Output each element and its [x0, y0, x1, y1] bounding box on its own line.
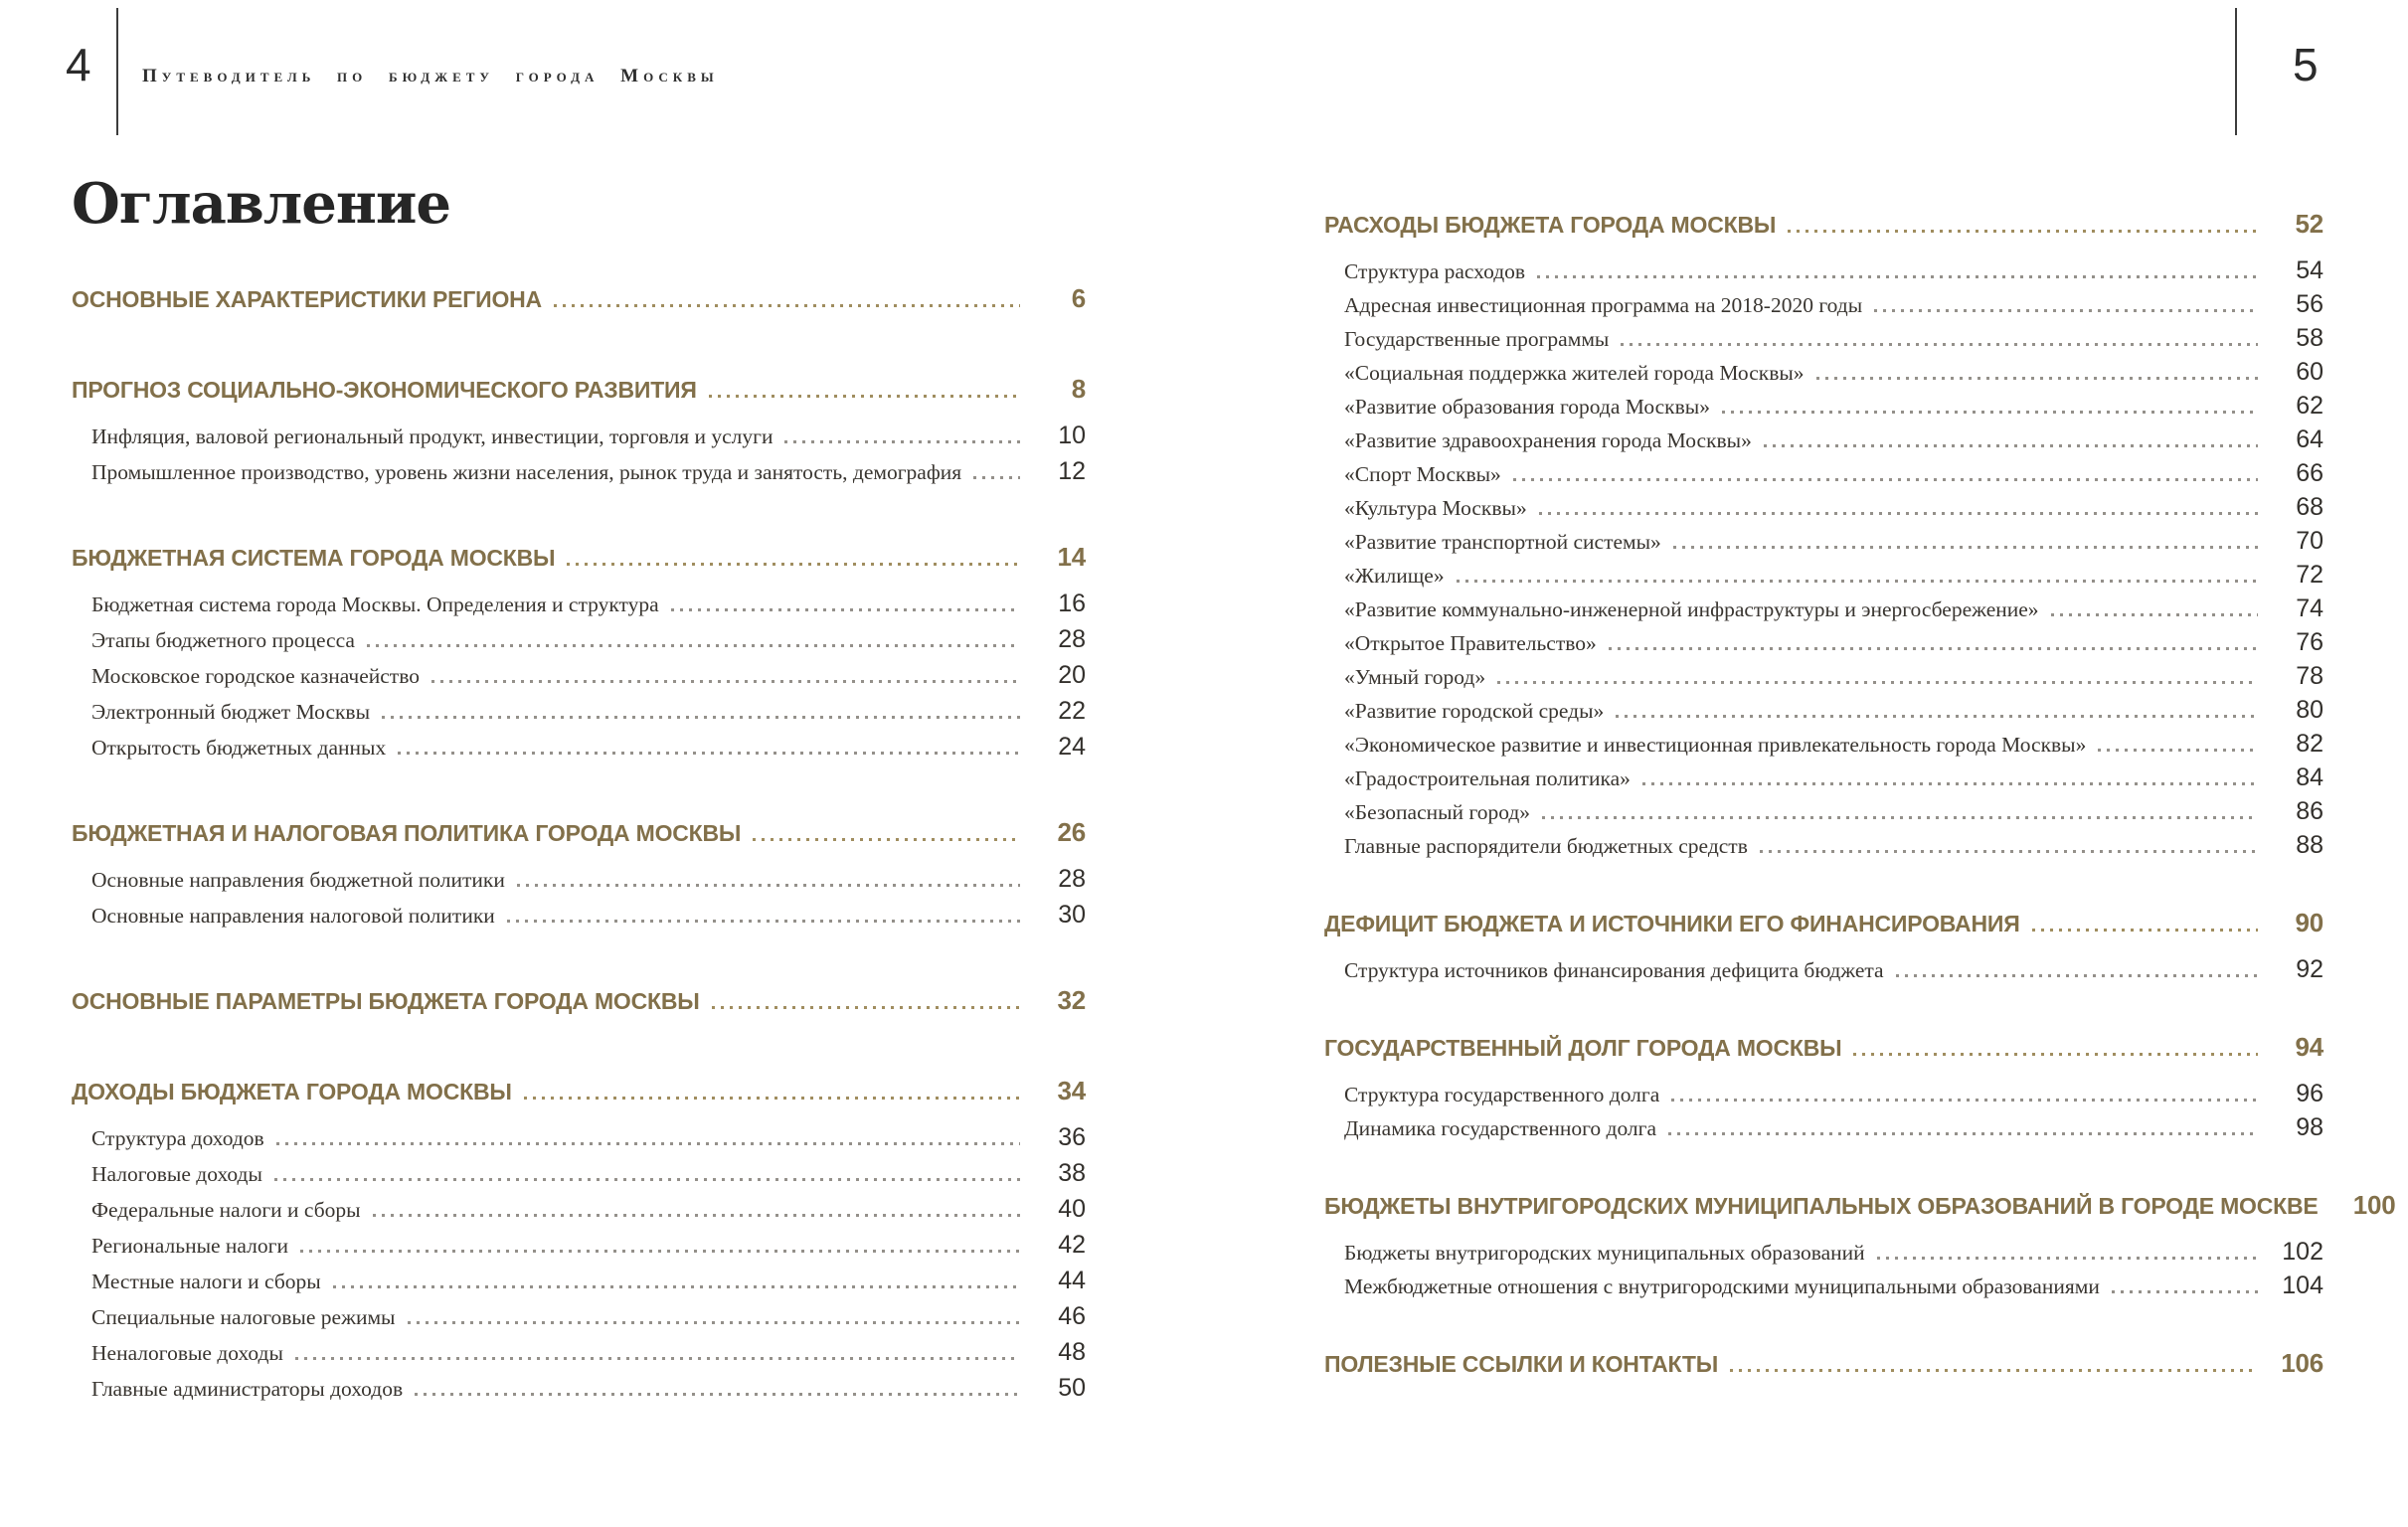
- toc-entry-page-number: 100: [2352, 1190, 2396, 1220]
- toc-entry-label: Структура государственного долга: [1344, 1083, 1660, 1106]
- toc-item-row: [1324, 529, 2323, 554]
- toc-entry-label: Государственные программы: [1344, 327, 1610, 351]
- dot-leader: [1642, 782, 2258, 785]
- toc-entry-label: Открытость бюджетных данных: [91, 736, 387, 760]
- toc-entry-page-number: 58: [2296, 324, 2323, 352]
- dot-leader: [2032, 929, 2258, 932]
- dot-leader: [367, 644, 1020, 647]
- toc-entry-page-number: 12: [1058, 457, 1086, 485]
- toc-item-row: [1324, 1273, 2323, 1298]
- toc-entry-label: «Жилище»: [1344, 564, 1445, 588]
- toc-item-row: [1324, 833, 2323, 858]
- dot-leader: [1609, 647, 2258, 650]
- toc-entry-page-number: 94: [2295, 1032, 2323, 1062]
- toc-entry-label: ГОСУДАРСТВЕННЫЙ ДОЛГ ГОРОДА МОСКВЫ: [1324, 1035, 1842, 1061]
- dot-leader: [1621, 343, 2258, 346]
- toc-entry-label: БЮДЖЕТНАЯ И НАЛОГОВАЯ ПОЛИТИКА ГОРОДА МОСКВЫ: [72, 820, 742, 846]
- toc-item-row: [1324, 326, 2323, 351]
- toc-entry-page-number: 86: [2296, 797, 2323, 825]
- dot-leader: [1877, 1257, 2258, 1260]
- dot-leader: [1874, 309, 2258, 312]
- toc-entry-label: Главные администраторы доходов: [91, 1377, 404, 1401]
- toc-entry-label: «Градостроительная политика»: [1344, 766, 1631, 790]
- dot-leader: [1542, 816, 2258, 819]
- toc-entry-page-number: 48: [1058, 1338, 1086, 1366]
- dot-leader: [373, 1214, 1020, 1217]
- toc-item-row: [72, 1376, 1086, 1401]
- toc-entry-page-number: 30: [1058, 901, 1086, 929]
- toc-entry-label: Инфляция, валовой региональный продукт, инвестиции, торговля и услуги: [91, 424, 774, 448]
- toc-entry-page-number: 106: [2281, 1348, 2323, 1378]
- toc-entry-label: Федеральные налоги и сборы: [91, 1198, 361, 1222]
- toc-entry-label: Этапы бюджетного процесса: [91, 628, 355, 652]
- toc-item-row: [1324, 698, 2323, 723]
- toc-entry-page-number: 26: [1057, 817, 1086, 847]
- page-right-toc-column: [1324, 209, 2396, 1378]
- toc-item-row: [1324, 630, 2323, 655]
- dot-leader: [382, 716, 1020, 719]
- dot-leader: [276, 1142, 1020, 1145]
- toc-entry-page-number: 28: [1058, 865, 1086, 893]
- toc-entry-page-number: 82: [2296, 730, 2323, 758]
- toc-item-row: [1324, 765, 2323, 790]
- dot-leader: [408, 1321, 1020, 1324]
- toc-entry-label: Бюджеты внутригородских муниципальных образований: [1344, 1241, 1865, 1265]
- toc-entry-label: «Развитие здравоохранения города Москвы»: [1344, 428, 1752, 452]
- dot-leader: [1671, 1099, 2258, 1102]
- toc-entries-right: [1324, 209, 2396, 1378]
- toc-entry-page-number: 96: [2296, 1080, 2323, 1107]
- toc-item-row: [1324, 360, 2323, 385]
- toc-entry-label: «Социальная поддержка жителей города Москвы»: [1344, 361, 1805, 385]
- toc-entry-label: Структура источников финансирования дефицита бюджета: [1344, 958, 1884, 982]
- toc-entry-label: Динамика государственного долга: [1344, 1116, 1656, 1140]
- toc-entry-label: БЮДЖЕТЫ ВНУТРИГОРОДСКИХ МУНИЦИПАЛЬНЫХ ОБРАЗОВАНИЙ В ГОРОДЕ МОСКВЕ: [1324, 1193, 2319, 1219]
- toc-entry-page-number: 8: [1071, 374, 1086, 404]
- toc-entry-page-number: 90: [2295, 908, 2323, 937]
- toc-item-row: [1324, 799, 2323, 824]
- toc-section-row: [1324, 211, 2323, 238]
- toc-item-row: [72, 867, 1086, 892]
- toc-section-row: [72, 376, 1086, 403]
- dot-leader: [1788, 230, 2258, 233]
- toc-item-row: [1324, 394, 2323, 419]
- toc-item-row: [72, 459, 1086, 484]
- toc-section-row: [1324, 1350, 2323, 1377]
- dot-leader: [398, 752, 1020, 755]
- dot-leader: [1616, 715, 2258, 718]
- toc-entry-page-number: 56: [2296, 290, 2323, 318]
- page-number-right: 5: [2293, 39, 2319, 90]
- toc-item-row: [1324, 732, 2323, 757]
- toc-item-row: [1324, 596, 2323, 621]
- toc-entry-page-number: 28: [1058, 625, 1086, 653]
- dot-leader: [1539, 512, 2258, 515]
- toc-entry-label: ОСНОВНЫЕ ХАРАКТЕРИСТИКИ РЕГИОНА: [72, 286, 542, 312]
- toc-entry-page-number: 6: [1071, 283, 1086, 313]
- dot-leader: [1764, 444, 2258, 447]
- toc-item-row: [1324, 1082, 2323, 1106]
- toc-entry-page-number: 24: [1058, 733, 1086, 761]
- dot-leader: [1497, 681, 2258, 684]
- dot-leader: [2098, 749, 2258, 752]
- toc-entry-page-number: 70: [2296, 527, 2323, 555]
- toc-entry-label: ОСНОВНЫЕ ПАРАМЕТРЫ БЮДЖЕТА ГОРОДА МОСКВЫ: [72, 988, 700, 1014]
- dot-leader: [300, 1250, 1020, 1253]
- toc-entry-label: Структура доходов: [91, 1126, 264, 1150]
- toc-entry-page-number: 14: [1057, 542, 1086, 572]
- toc-entry-page-number: 16: [1058, 590, 1086, 617]
- toc-entry-page-number: 88: [2296, 831, 2323, 859]
- toc-entry-page-number: 38: [1058, 1159, 1086, 1187]
- dot-leader: [333, 1285, 1020, 1288]
- toc-entry-label: «Развитие городской среды»: [1344, 699, 1605, 723]
- toc-entry-page-number: 54: [2296, 256, 2323, 284]
- dot-leader: [671, 608, 1020, 611]
- dot-leader: [1722, 411, 2258, 414]
- dot-leader: [1730, 1369, 2258, 1372]
- toc-entry-page-number: 64: [2296, 425, 2323, 453]
- toc-entry-label: РАСХОДЫ БЮДЖЕТА ГОРОДА МОСКВЫ: [1324, 212, 1777, 238]
- dot-leader: [567, 563, 1020, 566]
- header-rule-right: [2235, 8, 2237, 135]
- toc-item-row: [72, 663, 1086, 688]
- toc-entry-page-number: 42: [1058, 1231, 1086, 1259]
- toc-item-row: [72, 699, 1086, 724]
- toc-item-row: [1324, 292, 2323, 317]
- toc-item-row: [72, 424, 1086, 448]
- toc-item-row: [72, 1125, 1086, 1150]
- dot-leader: [2051, 613, 2258, 616]
- toc-entry-label: Промышленное производство, уровень жизни населения, рынок труда и занятость, демография: [91, 460, 962, 484]
- dot-leader: [753, 838, 1020, 841]
- toc-entry-label: Специальные налоговые режимы: [91, 1305, 396, 1329]
- toc-item-row: [1324, 461, 2323, 486]
- toc-section-row: [72, 987, 1086, 1014]
- toc-entry-page-number: 20: [1058, 661, 1086, 689]
- toc-entry-page-number: 62: [2296, 392, 2323, 420]
- toc-entry-label: «Спорт Москвы»: [1344, 462, 1501, 486]
- toc-entry-page-number: 60: [2296, 358, 2323, 386]
- toc-entry-page-number: 32: [1057, 985, 1086, 1015]
- toc-item-row: [1324, 563, 2323, 588]
- toc-entry-page-number: 44: [1058, 1267, 1086, 1294]
- dot-leader: [507, 920, 1020, 923]
- toc-entry-page-number: 10: [1058, 422, 1086, 449]
- dot-leader: [1760, 850, 2258, 853]
- toc-item-row: [72, 592, 1086, 616]
- toc-section-row: [1324, 1190, 2396, 1220]
- dot-leader: [973, 476, 1020, 479]
- toc-item-row: [1324, 258, 2323, 283]
- toc-item-row: [1324, 957, 2323, 982]
- toc-entry-page-number: 22: [1058, 697, 1086, 725]
- dot-leader: [1853, 1053, 2258, 1056]
- toc-entry-page-number: 36: [1058, 1123, 1086, 1151]
- toc-item-row: [1324, 1240, 2323, 1265]
- toc-entry-label: «Развитие образования города Москвы»: [1344, 395, 1710, 419]
- dot-leader: [517, 884, 1020, 887]
- toc-section-row: [72, 1078, 1086, 1104]
- toc-entry-page-number: 76: [2296, 628, 2323, 656]
- dot-leader: [1816, 377, 2258, 380]
- dot-leader: [1537, 275, 2258, 278]
- toc-item-row: [72, 1269, 1086, 1293]
- dot-leader: [274, 1178, 1020, 1181]
- dot-leader: [712, 1006, 1020, 1009]
- dot-leader: [784, 440, 1020, 443]
- toc-entry-label: БЮДЖЕТНАЯ СИСТЕМА ГОРОДА МОСКВЫ: [72, 545, 556, 571]
- toc-entry-label: Неналоговые доходы: [91, 1341, 283, 1365]
- toc-item-row: [1324, 427, 2323, 452]
- page-number-left: 4: [66, 39, 91, 90]
- toc-entry-label: Структура расходов: [1344, 259, 1526, 283]
- toc-item-row: [1324, 495, 2323, 520]
- dot-leader: [1457, 580, 2258, 583]
- toc-item-row: [72, 735, 1086, 760]
- toc-entry-page-number: 74: [2296, 594, 2323, 622]
- toc-section-row: [72, 819, 1086, 846]
- toc-entry-label: ПРОГНОЗ СОЦИАЛЬНО-ЭКОНОМИЧЕСКОГО РАЗВИТИЯ: [72, 377, 697, 403]
- toc-section-row: [72, 285, 1086, 312]
- toc-entry-label: «Умный город»: [1344, 665, 1486, 689]
- dot-leader: [554, 304, 1020, 307]
- toc-item-row: [72, 627, 1086, 652]
- toc-entry-page-number: 78: [2296, 662, 2323, 690]
- toc-entry-page-number: 98: [2296, 1113, 2323, 1141]
- toc-entry-page-number: 72: [2296, 561, 2323, 589]
- toc-entry-label: «Безопасный город»: [1344, 800, 1531, 824]
- toc-entry-label: Московское городское казначейство: [91, 664, 420, 688]
- toc-section-row: [1324, 910, 2323, 936]
- toc-item-row: [1324, 664, 2323, 689]
- dot-leader: [431, 680, 1020, 683]
- toc-entry-label: «Развитие транспортной системы»: [1344, 530, 1661, 554]
- toc-entry-page-number: 68: [2296, 493, 2323, 521]
- toc-item-row: [72, 903, 1086, 928]
- toc-entry-page-number: 102: [2282, 1238, 2323, 1266]
- toc-entry-page-number: 40: [1058, 1195, 1086, 1223]
- dot-leader: [1513, 478, 2258, 481]
- toc-entry-page-number: 66: [2296, 459, 2323, 487]
- dot-leader: [709, 395, 1020, 398]
- toc-entry-page-number: 52: [2295, 209, 2323, 239]
- toc-entry-label: «Экономическое развитие и инвестиционная привлекательность города Москвы»: [1344, 733, 2087, 757]
- dot-leader: [1673, 546, 2258, 549]
- toc-item-row: [72, 1340, 1086, 1365]
- dot-leader: [295, 1357, 1020, 1360]
- dot-leader: [1668, 1132, 2258, 1135]
- dot-leader: [524, 1097, 1020, 1100]
- toc-entry-page-number: 104: [2282, 1272, 2323, 1299]
- toc-title: Оглавление: [72, 171, 451, 237]
- toc-entry-label: «Культура Москвы»: [1344, 496, 1527, 520]
- toc-entry-label: Межбюджетные отношения с внутригородскими муниципальными образованиями: [1344, 1274, 2100, 1298]
- toc-entry-label: Местные налоги и сборы: [91, 1270, 321, 1293]
- toc-item-row: [72, 1233, 1086, 1258]
- toc-section-row: [72, 544, 1086, 571]
- dot-leader: [2112, 1290, 2258, 1293]
- toc-entry-page-number: 84: [2296, 764, 2323, 791]
- toc-item-row: [1324, 1115, 2323, 1140]
- toc-entry-label: Налоговые доходы: [91, 1162, 262, 1186]
- toc-section-row: [1324, 1034, 2323, 1061]
- toc-entry-page-number: 34: [1057, 1076, 1086, 1105]
- header-rule-left: [116, 8, 118, 135]
- toc-entry-page-number: 50: [1058, 1374, 1086, 1402]
- toc-entry-label: Главные распорядители бюджетных средств: [1344, 834, 1748, 858]
- toc-item-row: [72, 1304, 1086, 1329]
- toc-entry-page-number: 80: [2296, 696, 2323, 724]
- page-left-toc-column: [72, 171, 1086, 1402]
- toc-entry-label: Основные направления налоговой политики: [91, 904, 495, 928]
- toc-entry-label: Основные направления бюджетной политики: [91, 868, 505, 892]
- toc-entry-page-number: 92: [2296, 955, 2323, 983]
- dot-leader: [415, 1393, 1020, 1396]
- toc-entry-label: Электронный бюджет Москвы: [91, 700, 371, 724]
- toc-entry-label: ПОЛЕЗНЫЕ ССЫЛКИ И КОНТАКТЫ: [1324, 1351, 1719, 1377]
- toc-item-row: [72, 1197, 1086, 1222]
- toc-entry-label: ДЕФИЦИТ БЮДЖЕТА И ИСТОЧНИКИ ЕГО ФИНАНСИРОВАНИЯ: [1324, 911, 2020, 936]
- dot-leader: [1896, 974, 2258, 977]
- toc-entries-left: [72, 285, 1086, 1401]
- toc-entry-label: Адресная инвестиционная программа на 2018-2020 годы: [1344, 293, 1863, 317]
- toc-item-row: [72, 1161, 1086, 1186]
- book-title: Путеводитель по бюджету города Москвы: [142, 66, 719, 86]
- toc-entry-label: ДОХОДЫ БЮДЖЕТА ГОРОДА МОСКВЫ: [72, 1079, 512, 1104]
- toc-entry-label: Региональные налоги: [91, 1234, 288, 1258]
- toc-entry-label: «Развитие коммунально-инженерной инфраструктуры и энергосбережение»: [1344, 597, 2039, 621]
- toc-entry-page-number: 46: [1058, 1302, 1086, 1330]
- toc-entry-label: Бюджетная система города Москвы. Определения и структура: [91, 593, 659, 616]
- toc-entry-label: «Открытое Правительство»: [1344, 631, 1597, 655]
